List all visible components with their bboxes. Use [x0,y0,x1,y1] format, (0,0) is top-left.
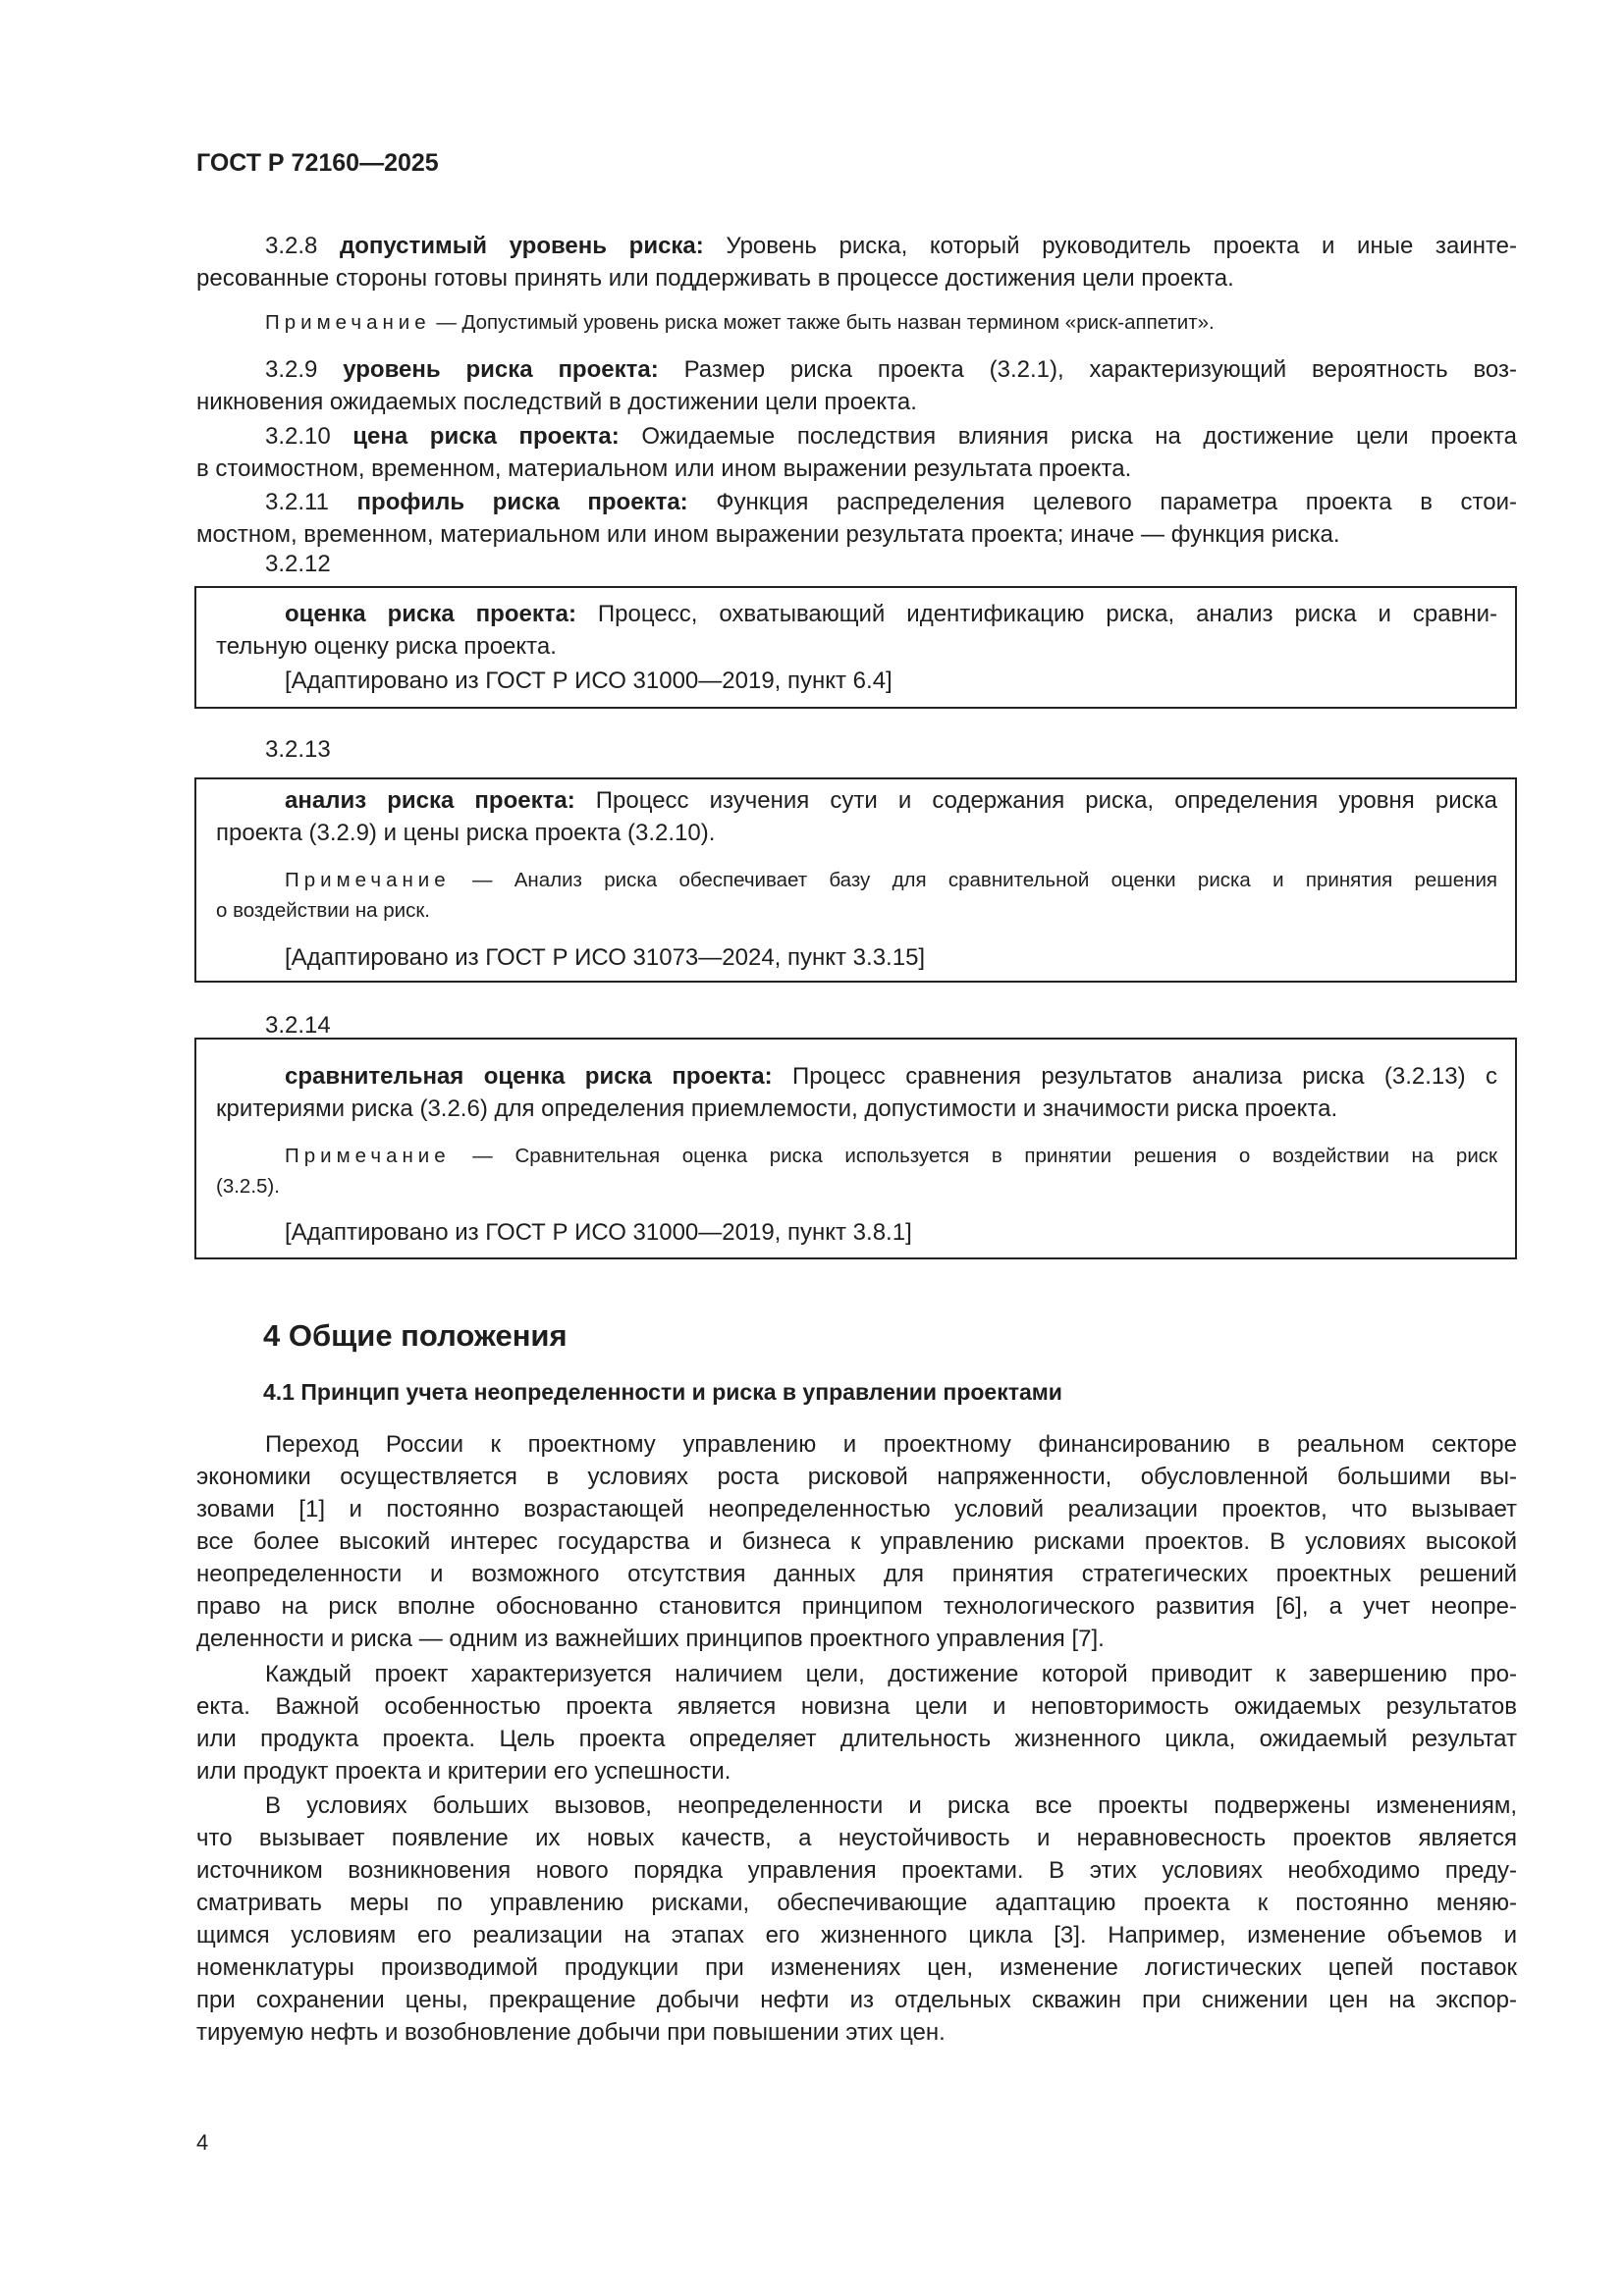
term-number: 3.2.9 [265,356,344,383]
text-line [196,262,1517,294]
text: проекта (3.2.9) и цены риска проекта (3.2.10). [216,820,716,846]
text-line [216,865,1497,895]
text: Ожидаемые последствия влияния риска на достижение цели проекта [619,423,1517,450]
text: (3.2.5). [216,1175,280,1198]
text: Каждый проект характеризуется наличием цели, достижение которой приводит к завершению про- [265,1661,1517,1687]
text: тируемую нефть и возобновление добычи при повышении этих цен. [196,2019,946,2046]
paragraph [196,1789,1517,2049]
text-line [196,230,1517,262]
term-name: сравнительная оценка риска проекта: [285,1063,773,1090]
text: Переход России к проектному управлению и проектному финансированию в реальном секторе [265,1431,1517,1458]
text-line [196,386,1517,418]
text-line [196,307,1517,338]
term-note [216,1141,1497,1201]
note-label: Примечание [265,311,431,334]
text-line [196,2016,1517,2049]
term-3-2-11 [196,486,1517,551]
text: [Адаптировано из ГОСТ Р ИСО 31073—2024, пункт 3.3.15] [285,944,926,971]
text: Уровень риска, который руководитель проекта и иные заинте- [703,233,1518,259]
term-name: уровень риска проекта: [343,356,659,383]
text-line [196,1822,1517,1854]
term-3-2-9 [196,353,1517,418]
text: тельную оценку риска проекта. [216,633,557,660]
text: — Сравнительная оценка риска используется в принятии решения о воздействии на риск [450,1145,1497,1167]
text-line [196,1789,1517,1822]
text-line [196,1428,1517,1461]
text: неопределенности и возможного отсутствия данных для принятия стратегических проектных решений [196,1561,1517,1587]
term-number-3-2-14: 3.2.14 [265,1012,331,1039]
text-line [196,1723,1517,1755]
term-box-3-2-14 [194,1038,1517,1259]
text-line [196,1755,1517,1788]
text-line [196,453,1517,485]
term-definition [216,784,1497,849]
term-name: анализ риска проекта: [285,787,575,814]
text-line [196,1623,1517,1655]
text: [Адаптировано из ГОСТ Р ИСО 31000—2019, пункт 6.4] [285,667,893,694]
paragraph [196,1658,1517,1788]
text: ресованные стороны готовы принять или поддерживать в процессе достижения цели проекта. [196,265,1234,292]
term-name: оценка риска проекта: [285,601,576,627]
term-name: цена риска проекта: [352,423,620,450]
text-line [216,1093,1497,1125]
text-line [216,784,1497,817]
term-name: допустимый уровень риска: [340,233,704,259]
text: зовами [1] и постоянно возрастающей неопределенностью условий реализации проектов, что вызывает [196,1496,1517,1522]
text: источником возникновения нового порядка управления проектами. В этих условиях необходимо преду- [196,1857,1517,1884]
term-number: 3.2.10 [265,423,353,450]
text-line [196,1984,1517,2016]
term-source [216,941,1497,974]
text-line [196,486,1517,518]
text-line [196,1951,1517,1984]
text-line [216,1216,1497,1249]
term-3-2-10 [196,420,1517,485]
text-line [196,1919,1517,1951]
term-source [216,665,1497,697]
text: Процесс, охватывающий идентификацию риска, анализ риска и сравни- [575,601,1498,627]
term-number-3-2-13: 3.2.13 [265,736,331,763]
text: екта. Важной особенностью проекта является новизна цели и неповторимость ожидаемых результатов [196,1693,1517,1720]
text-line [196,1558,1517,1590]
text: Функция распределения целевого параметра проекта в стои- [687,489,1517,515]
text: номенклатуры производимой продукции при изменениях цен, изменение логистических цепей поставок [196,1954,1517,1981]
text: о воздействии на риск. [216,899,431,922]
term-number: 3.2.11 [265,489,357,515]
text: или продукт проекта и критерии его успешности. [196,1758,731,1785]
text: деленности и риска — одним из важнейших принципов проектного управления [7]. [196,1626,1105,1652]
text: экономики осуществляется в условиях роста рисковой напряженности, обусловленной большими вы- [196,1464,1517,1490]
page-number: 4 [196,2130,209,2155]
text-line [216,630,1497,663]
text: право на риск вполне обоснованно становится принципом технологического развития [6], а учет неопре- [196,1593,1517,1620]
term-3-2-8 [196,230,1517,294]
text: сматривать меры по управлению рисками, обеспечивающие адаптацию проекта к постоянно меняю- [196,1890,1517,1916]
document-header: ГОСТ Р 72160—2025 [196,149,439,177]
term-box-3-2-13 [194,777,1517,983]
note-3-2-8 [196,307,1517,338]
text: критериями риска (3.2.6) для определения приемлемости, допустимости и значимости риска проекта. [216,1095,1338,1122]
text-line [196,1493,1517,1525]
text: никновения ожидаемых последствий в достижении цели проекта. [196,389,917,415]
text: Процесс изучения сути и содержания риска, определения уровня риска [574,787,1497,814]
text: Размер риска проекта (3.2.1), характеризующий вероятность воз- [658,356,1518,383]
term-definition [216,1060,1497,1125]
text: В условиях больших вызовов, неопределенности и риска все проекты подвержены изменениям, [265,1792,1517,1819]
text-line [196,353,1517,386]
note-label: Примечание [285,1145,451,1167]
text: щимся условиям его реализации на этапах его жизненного цикла [3]. Например, изменение объемов и [196,1922,1517,1949]
text: или продукта проекта. Цель проекта определяет длительность жизненного цикла, ожидаемый результат [196,1726,1517,1752]
text-line [196,1590,1517,1623]
note-label: Примечание [285,869,451,891]
term-definition [216,598,1497,663]
text-line [216,941,1497,974]
text: что вызывает появление их новых качеств, а неустойчивость и неравновесность проектов является [196,1825,1517,1851]
term-note [216,865,1497,926]
text-line [216,1171,1497,1201]
text-line [196,1854,1517,1887]
text-line [216,817,1497,849]
text-line [196,1887,1517,1919]
text-line [216,895,1497,926]
text: в стоимостном, временном, материальном или ином выражении результата проекта. [196,455,1132,482]
text-line [216,1060,1497,1093]
text: — Допустимый уровень риска может также быть назван термином «риск-аппетит». [430,311,1215,334]
paragraph [196,1428,1517,1655]
term-source [216,1216,1497,1249]
subsection-heading: 4.1 Принцип учета неопределенности и риска в управлении проектами [263,1379,1062,1405]
text-line [196,1525,1517,1558]
section-heading: 4 Общие положения [263,1318,568,1353]
text-line [196,518,1517,551]
term-number-3-2-12: 3.2.12 [265,551,331,577]
text: все более высокий интерес государства и бизнеса к управлению рисками проектов. В условиях высокой [196,1528,1517,1555]
text: — Анализ риска обеспечивает базу для сравнительной оценки риска и принятия решения [450,869,1497,891]
text: [Адаптировано из ГОСТ Р ИСО 31000—2019, пункт 3.8.1] [285,1219,912,1246]
text-line [196,420,1517,453]
text-line [216,665,1497,697]
text-line [196,1690,1517,1723]
text-line [216,598,1497,630]
term-number: 3.2.8 [265,233,341,259]
text: Процесс сравнения результатов анализа риска (3.2.13) с [772,1063,1497,1090]
text: при сохранении цены, прекращение добычи нефти из отдельных скважин при снижении цен на экспор- [196,1987,1517,2013]
term-box-3-2-12 [194,586,1517,709]
text-line [216,1141,1497,1171]
text: мостном, временном, материальном или ином выражении результата проекта; иначе — функция риска. [196,521,1340,548]
text-line [196,1461,1517,1493]
text-line [196,1658,1517,1690]
term-name: профиль риска проекта: [356,489,688,515]
